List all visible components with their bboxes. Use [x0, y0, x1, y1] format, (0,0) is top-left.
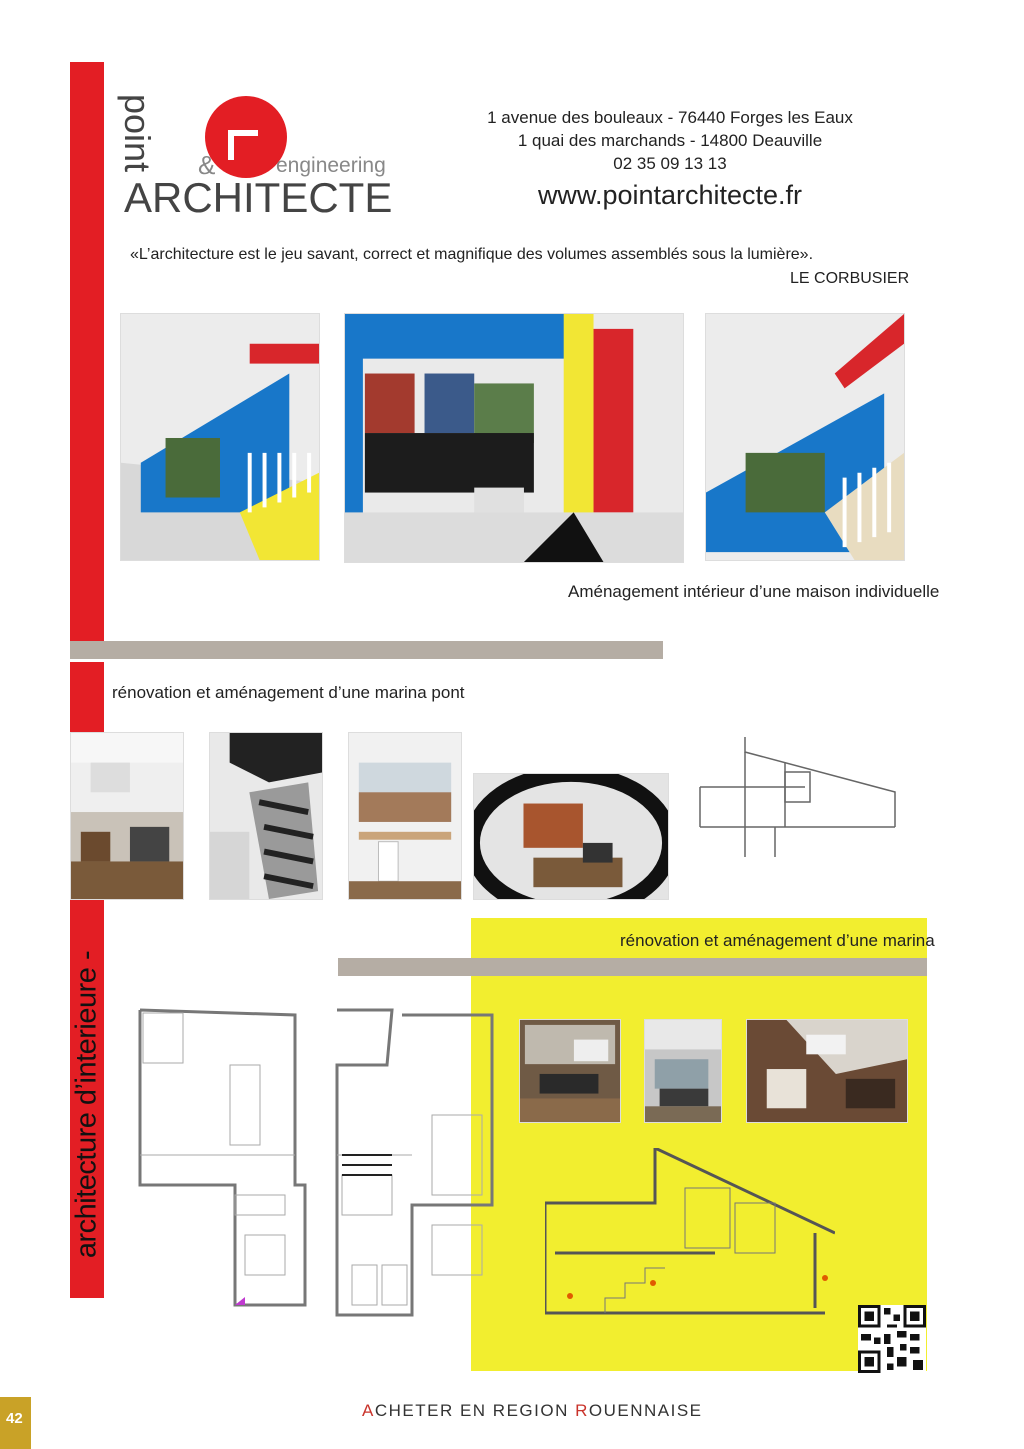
marina-floor-plan-1	[135, 1005, 310, 1315]
house-interior-photo-2	[344, 313, 684, 563]
house-interior-photo-3	[705, 313, 905, 561]
qr-code[interactable]	[858, 1305, 926, 1373]
marina-photo-2	[644, 1019, 722, 1123]
divider-bar-2	[338, 958, 927, 976]
phone-number: 02 35 09 13 13	[613, 154, 727, 173]
footer-title	[362, 1401, 703, 1421]
footer-title-part-2: OUENNAISE	[588, 1401, 703, 1420]
logo	[117, 88, 393, 221]
project-caption-2: rénovation et aménagement d’une marina pont	[112, 683, 465, 702]
project-caption-3: rénovation et aménagement d’une marina	[620, 931, 935, 950]
house-interior-photo-1	[120, 313, 320, 561]
address-line-1: 1 avenue des bouleaux - 76440 Forges les Eaux	[487, 108, 853, 127]
marina-pont-photo-3	[348, 732, 462, 900]
website-link[interactable]: www.pointarchitecte.fr	[537, 180, 803, 210]
marina-section-drawing	[545, 1148, 835, 1318]
logo-word-architecte: ARCHITECTE	[124, 174, 393, 221]
footer-title-initial-a: A	[362, 1401, 375, 1420]
marina-pont-photo-2	[209, 732, 323, 900]
marina-pont-photo-1	[70, 732, 184, 900]
logo-word-point: point	[117, 94, 158, 173]
footer-title-initial-r: R	[575, 1401, 589, 1420]
marina-floor-plan-2	[332, 1005, 497, 1320]
page-number: 42	[6, 1410, 23, 1427]
quote-text: «L’architecture est le jeu savant, correct et magnifique des volumes assemblés sous la lumière».	[130, 246, 814, 263]
address-line-2: 1 quai des marchands - 14800 Deauville	[517, 131, 823, 150]
marina-photo-3	[746, 1019, 908, 1123]
project-caption-1: Aménagement intérieur d’une maison individuelle	[568, 582, 940, 601]
footer-title-part-1: CHETER EN REGION	[374, 1401, 576, 1420]
logo-word-engineering: engineering	[276, 154, 386, 177]
contact-block	[470, 106, 870, 215]
divider-bar-1	[70, 641, 663, 659]
logo-ampersand: &	[198, 150, 216, 180]
marina-photo-1	[519, 1019, 621, 1123]
logo-white-corner	[228, 130, 258, 160]
vertical-title-wrap	[70, 920, 104, 1290]
marina-pont-section-drawing	[695, 732, 900, 860]
left-red-bar-top	[70, 62, 104, 642]
vertical-title: architecture d’interieure -	[70, 950, 103, 1259]
marina-pont-photo-4	[473, 773, 669, 900]
quote-author: LE CORBUSIER	[790, 270, 910, 287]
